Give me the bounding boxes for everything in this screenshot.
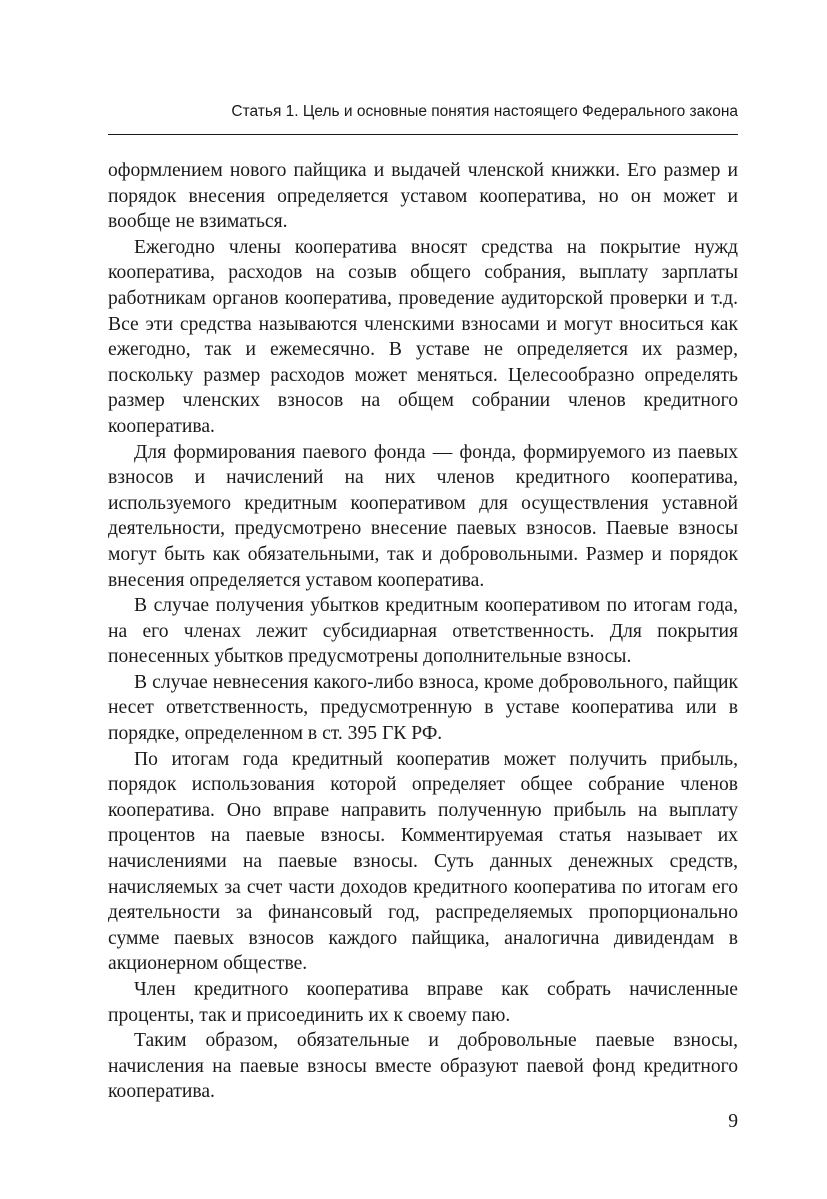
paragraph: Ежегодно члены кооператива вносят средства на покрытие нужд кооператива, расходов на созыв общего собрания, выплату зарплаты работникам органов кооператива, проведение аудиторской проверки и т.д. Все эти средства называются членскими взносами и могут вноситься как ежегодно, так и ежемесячно. В уставе не определяется их размер, поскольку размер расходов может меняться. Целесообразно определять размер членских взносов на общем собрании членов кредитного кооператива. — [108, 236, 738, 437]
paragraph: По итогам года кредитный кооператив может получить прибыль, порядок использования которой определяет общее собрание членов кооператива. Оно вправе направить полученную прибыль на выплату процентов на паевые взносы. Комментируемая статья называет их начислениями на паевые взносы. Суть данных денежных средств, начисляемых за счет части доходов кредитного кооператива по итогам его деятельности за финансовый год, распределяемых пропорционально сумме паевых взносов каждого пайщика, аналогична дивидендам в акционерном обществе. — [108, 748, 738, 975]
paragraph: Таким образом, обязательные и добровольные паевые взносы, начисления на паевые взносы вместе образуют паевой фонд кредитного кооператива. — [108, 1030, 738, 1103]
paragraph: В случае невнесения какого-либо взноса, кроме добровольного, пайщик несет ответственность, предусмотренную в уставе кооператива или в порядке, определенном в ст. 395 ГК РФ. — [108, 671, 738, 745]
paragraph: Член кредитного кооператива вправе как собрать начисленные проценты, так и присоединить их к своему паю. — [108, 979, 738, 1026]
page-number: 9 — [728, 1111, 738, 1132]
paragraph: В случае получения убытков кредитным кооперативом по итогам года, на его членах лежит субсидиарная ответственность. Для покрытия понесенных убытков предусмотрены дополнительные взносы. — [108, 595, 738, 668]
running-header: Статья 1. Цель и основные понятия настоящего Федерального закона — [231, 103, 738, 120]
body-text — [108, 158, 738, 1105]
header-rule — [108, 134, 738, 135]
paragraph: Для формирования паевого фонда — фонда, формируемого из паевых взносов и начислений на них членов кредитного кооператива, используемого кредитным кооперативом для осуществления уставной деятельности, предусмотрено внесение паевых взносов. Паевые взносы могут быть как обязательными, так и добровольными. Размер и порядок внесения определяется уставом кооператива. — [108, 441, 738, 591]
paragraph: оформлением нового пайщика и выдачей членской книжки. Его размер и порядок внесения определяется уставом кооператива, но он может и вообще не взиматься. — [108, 160, 738, 233]
